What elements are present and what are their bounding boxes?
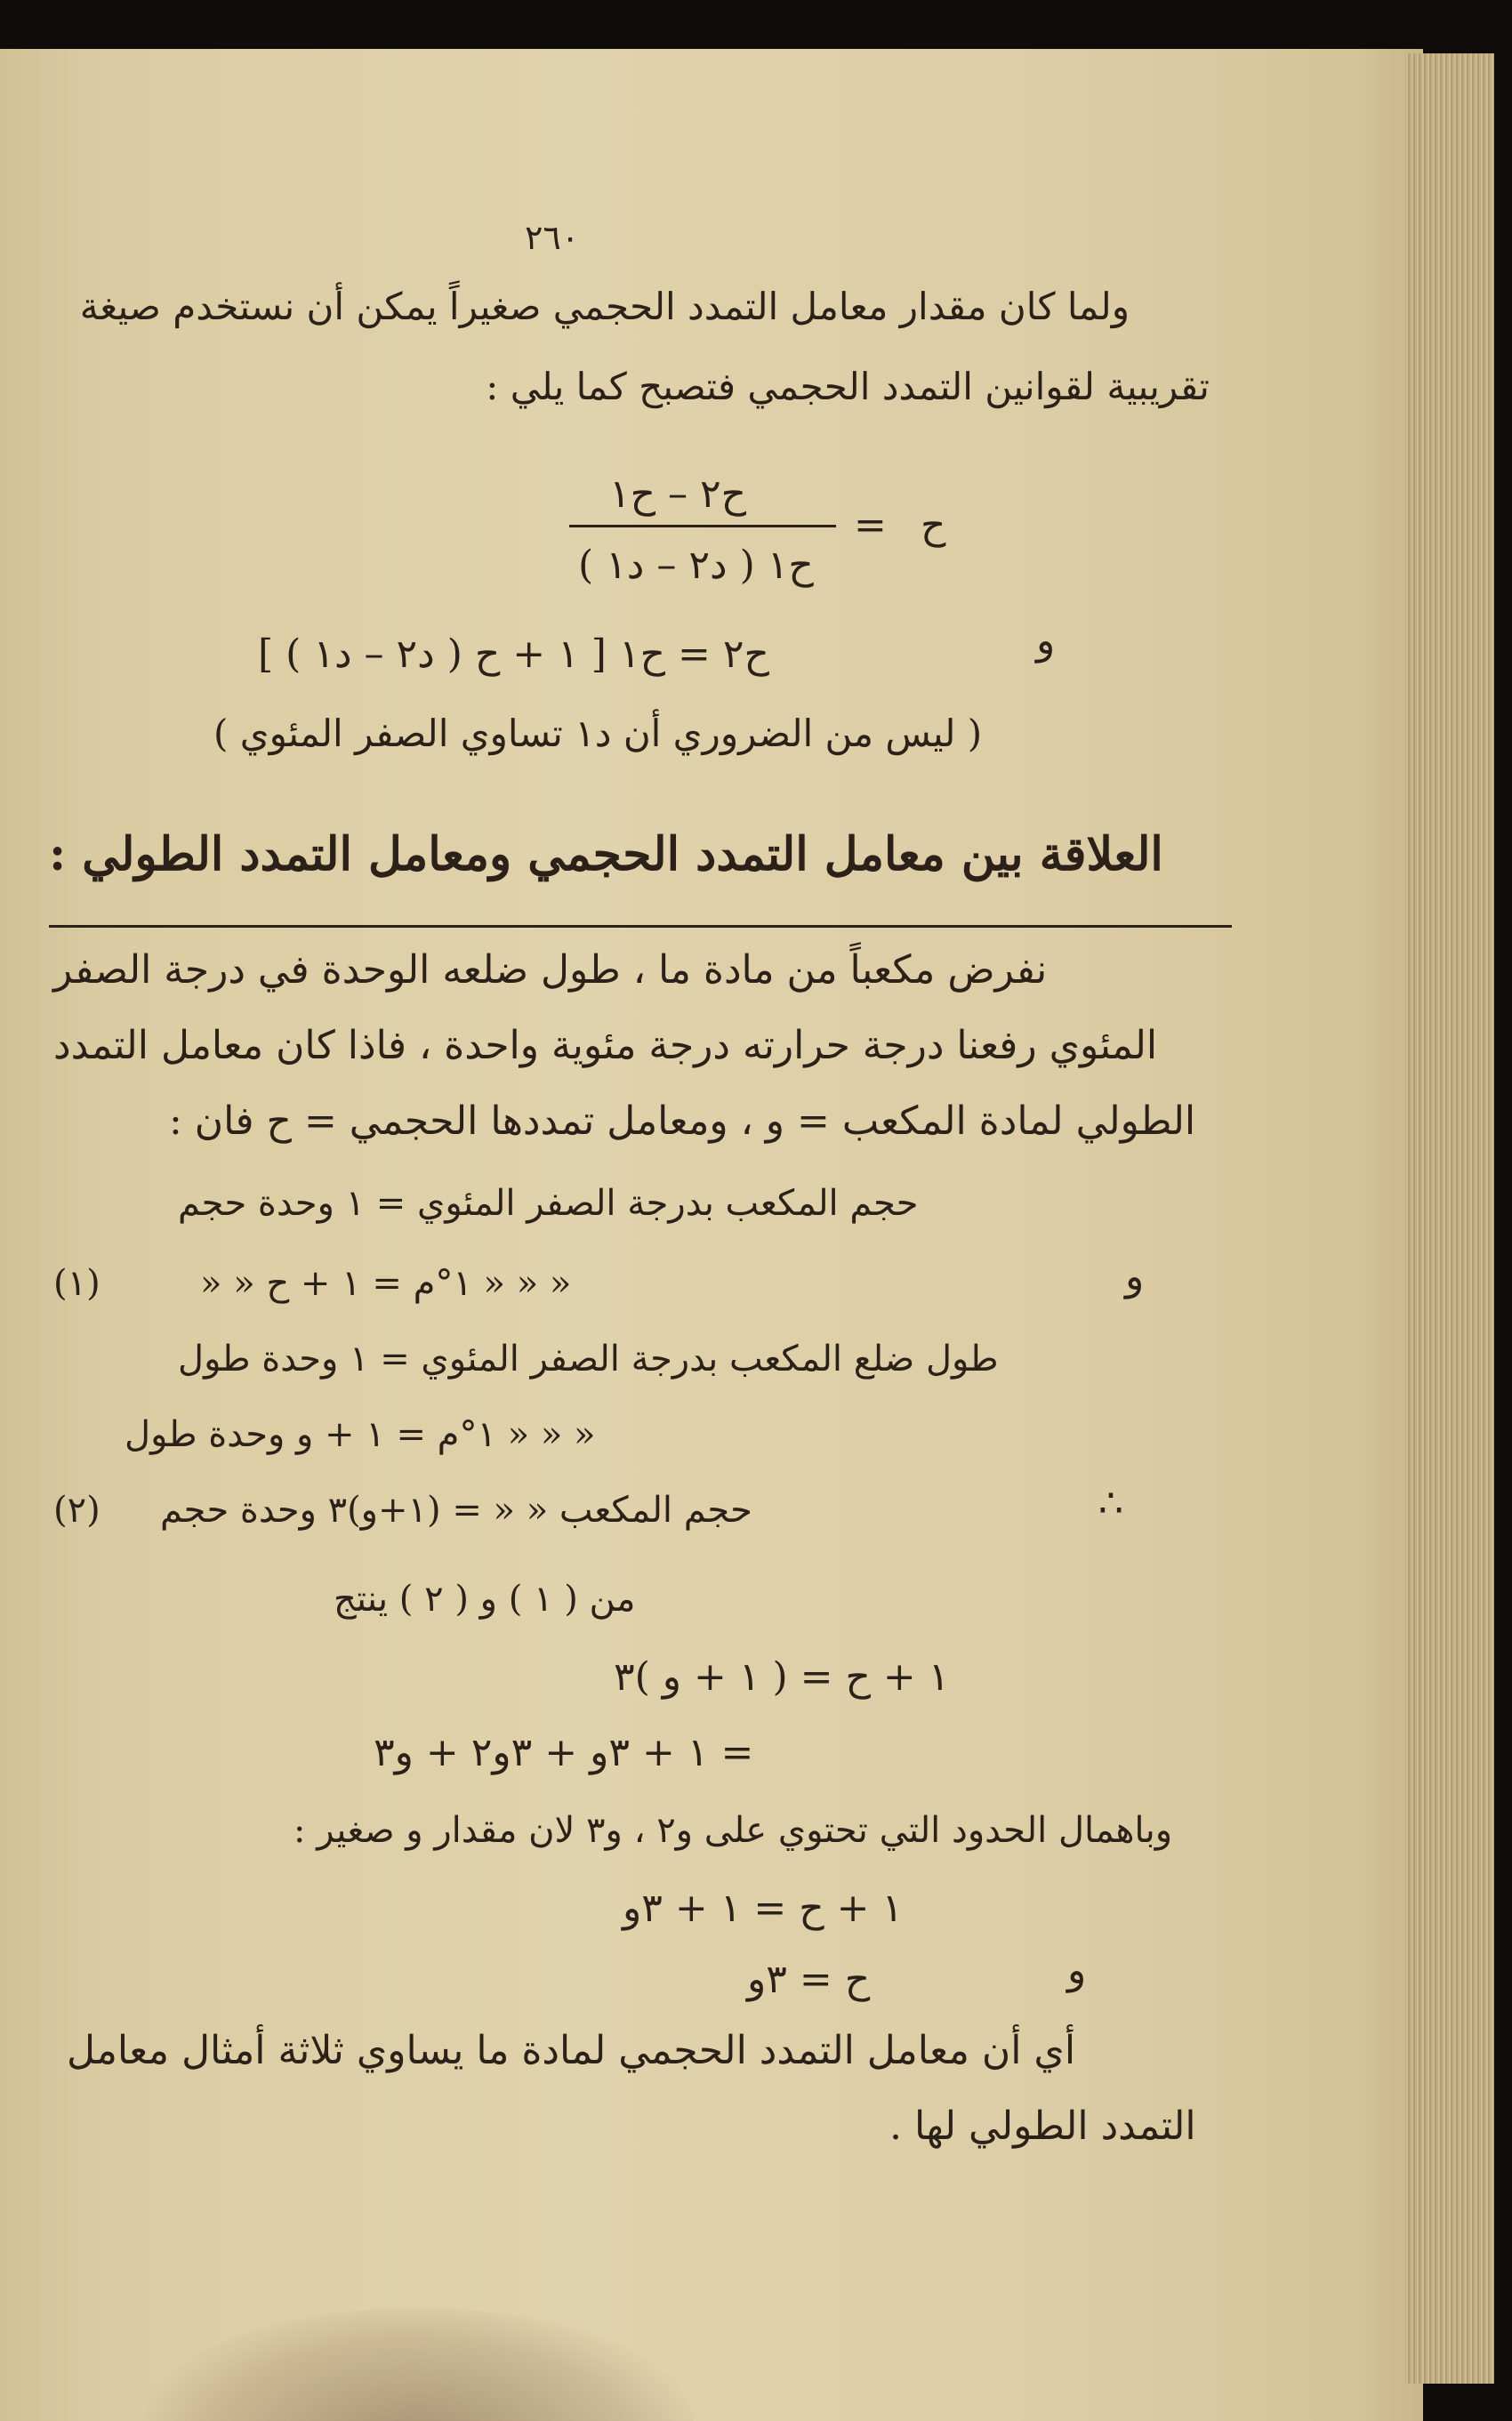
from-line: من ( ١ ) و ( ٢ ) ينتج — [334, 1579, 636, 1620]
eq-number-2: (٢) — [53, 1490, 101, 1531]
and-marker-1: و — [1036, 618, 1056, 664]
conclusion-line-2: التمدد الطولي لها . — [889, 2103, 1196, 2149]
body-line-2: المئوي رفعنا درجة حرارته درجة مئوية واحدة ، فاذا كان معامل التمدد — [53, 1023, 1158, 1068]
neglect-line: وباهمال الحدود التي تحتوي على و٢ ، و٣ لان مقدار و صغير : — [294, 1810, 1173, 1851]
page-edges — [1405, 53, 1494, 2384]
formula-note: ( ليس من الضروري أن د١ تساوي الصفر المئوي ) — [213, 712, 983, 755]
and-marker-2: و — [1125, 1254, 1145, 1299]
side-line-2: « « « ١°م = ١ + و وحدة طول — [125, 1414, 596, 1455]
intro-line-2: تقريبية لقوانين التمدد الحجمي فتصبح كما يلي : — [486, 365, 1210, 408]
volume-line-1: حجم المكعب بدرجة الصفر المئوي = ١ وحدة حجم — [178, 1183, 919, 1224]
conclusion-line-1: أي أن معامل التمدد الحجمي لمادة ما يساوي ثلاثة أمثال معامل — [67, 2028, 1076, 2073]
therefore-symbol: ∴ — [1098, 1481, 1123, 1526]
intro-line-1: ولما كان مقدار معامل التمدد الحجمي صغيراً يمكن أن نستخدم صيغة — [79, 285, 1130, 328]
formula-expanded: ح٢ = ح١ [ ١ + ح ( د٢ – د١ ) ] — [258, 631, 769, 677]
volume-line-2: « « « ١°م = ١ + ح « « — [200, 1263, 572, 1304]
eq-number-1: (١) — [53, 1263, 101, 1304]
formula-denominator: ح١ ( د٢ – د١ ) — [578, 543, 814, 588]
side-line-1: طول ضلع المكعب بدرجة الصفر المئوي = ١ وحدة طول — [178, 1339, 999, 1379]
and-marker-3: و — [1067, 1948, 1087, 1993]
section-heading: العلاقة بين معامل التمدد الحجمي ومعامل التمدد الطولي : — [49, 827, 1163, 881]
fraction-bar — [569, 525, 836, 527]
heading-underline — [49, 925, 1232, 928]
equation-4: ح = ٣و — [747, 1957, 871, 2002]
body-line-3: الطولي لمادة المكعب = و ، ومعامل تمددها الحجمي = ح فان : — [169, 1098, 1196, 1144]
formula-lhs: ح — [921, 503, 946, 548]
equation-2: = ١ + ٣و + ٣و٢ + و٣ — [374, 1730, 754, 1775]
formula-numerator: ح٢ – ح١ — [609, 471, 747, 517]
page-number: ٢٦٠ — [525, 218, 580, 257]
body-line-1: نفرض مكعباً من مادة ما ، طول ضلعه الوحدة في درجة الصفر — [53, 947, 1048, 993]
formula-eq-sign: = — [854, 503, 887, 548]
equation-3: ١ + ح = ١ + ٣و — [623, 1886, 904, 1931]
volume-line-3: حجم المكعب « « = (١+و)٣ وحدة حجم — [160, 1490, 752, 1531]
water-stain — [142, 2308, 694, 2421]
equation-1: ١ + ح = ( ١ + و )٣ — [614, 1654, 950, 1700]
